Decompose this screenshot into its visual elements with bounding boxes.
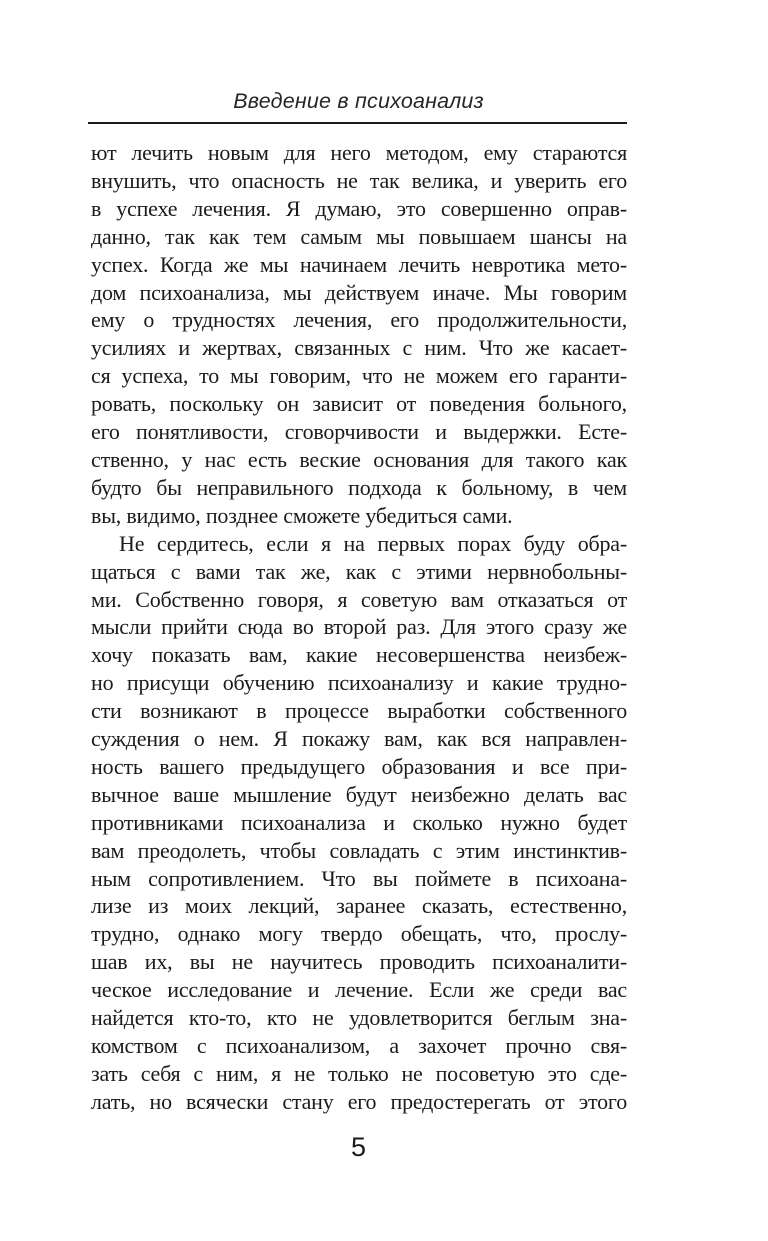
text-line: ческое исследование и лечение. Если же среди вас xyxy=(91,977,627,1003)
text-line: ственно, у нас есть веские основания для такого как xyxy=(91,446,627,472)
text-line: вы, видимо, позднее сможете убедиться сами. xyxy=(91,502,513,528)
text-line: ми. Собственно говоря, я советую вам отказаться от xyxy=(91,586,627,612)
text-line: будто бы неправильного подхода к больному, в чем xyxy=(91,474,627,500)
text-line: трудно, однако могу твердо обещать, что, прослу- xyxy=(91,921,627,947)
running-header-title: Введение в психоанализ xyxy=(233,89,484,113)
text-line: в успехе лечения. Я думаю, это совершенно оправ- xyxy=(91,195,627,221)
text-line: ему о трудностях лечения, его продолжительности, xyxy=(91,307,627,333)
page-number: 5 xyxy=(350,1132,367,1162)
text-line: хочу показать вам, какие несовершенства неизбеж- xyxy=(91,642,627,668)
text-line: его понятливости, сговорчивости и выдержки. Есте- xyxy=(91,419,627,445)
text-line: вам преодолеть, чтобы совладать с этим инстинктив- xyxy=(91,837,627,863)
text-line: данно, так как тем самым мы повышаем шансы на xyxy=(91,223,627,249)
text-line: щаться с вами так же, как с этими нервнобольны- xyxy=(91,558,627,584)
text-line: ным сопротивлением. Что вы поймете в психоана- xyxy=(91,865,627,891)
text-line: комством с психоанализом, а захочет прочно свя- xyxy=(91,1033,627,1058)
text-line: зать себя с ним, я не только не посоветую это сде- xyxy=(91,1060,627,1086)
text-line: сти возникают в процессе выработки собственного xyxy=(91,698,627,724)
text-line: вычное ваше мышление будут неизбежно делать вас xyxy=(91,781,627,807)
text-line: дом психоанализа, мы действуем иначе. Мы говорим xyxy=(91,279,627,305)
text-line: ность вашего предыдущего образования и все при- xyxy=(91,753,627,779)
text-line: лизе из моих лекций, заранее сказать, естественно, xyxy=(91,893,627,919)
text-line: лать, но всячески стану его предостерегать от этого xyxy=(91,1088,627,1114)
text-line: шав их, вы не научитесь проводить психоаналити- xyxy=(91,949,627,975)
text-line: мысли прийти сюда во второй раз. Для этого сразу же xyxy=(91,614,627,640)
text-line: противниками психоанализа и сколько нужно будет xyxy=(91,809,627,835)
text-line: ровать, поскольку он зависит от поведения больного, xyxy=(91,391,627,417)
text-line: но присущи обучению психоанализу и какие трудно- xyxy=(91,670,627,696)
text-line: Не сердитесь, если я на первых порах буду обра- xyxy=(119,530,627,556)
text-line: успех. Когда же мы начинаем лечить невротика мето- xyxy=(91,251,627,277)
text-line: найдется кто-то, кто не удовлетворится беглым зна- xyxy=(91,1005,627,1031)
text-line: суждения о нем. Я покажу вам, как вся направлен- xyxy=(91,726,627,752)
text-line: усилиях и жертвах, связанных с ним. Что же касает- xyxy=(91,335,627,361)
text-line: внушить, что опасность не так велика, и уверить его xyxy=(91,167,627,193)
header-rule xyxy=(88,122,627,124)
text-line: ся успеха, то мы говорим, что не можем его гаранти- xyxy=(91,363,627,389)
body-text xyxy=(91,139,627,1116)
text-line: ют лечить новым для него методом, ему стараются xyxy=(91,140,627,165)
